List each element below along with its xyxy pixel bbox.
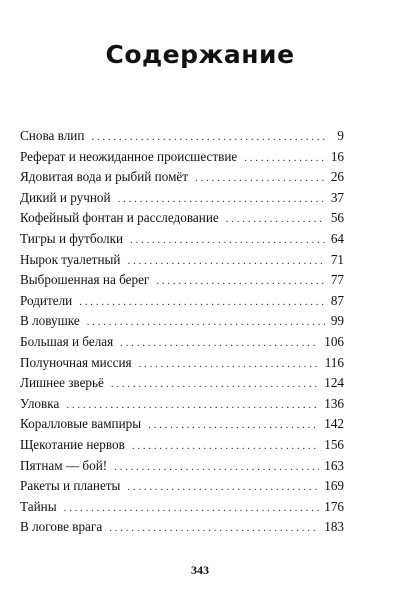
toc-entry-title: Уловка — [20, 395, 60, 411]
toc-entry-page: 9 — [337, 128, 344, 143]
dot-leader — [79, 296, 325, 308]
toc-entry-page: 106 — [324, 333, 344, 349]
toc-entry-page: 156 — [324, 436, 344, 452]
toc-entry — [20, 313, 344, 334]
dot-leader — [120, 337, 319, 349]
toc-entry — [20, 458, 344, 479]
toc-entry-page: 142 — [324, 416, 344, 432]
toc-entry-title: Полуночная миссия — [20, 354, 132, 370]
dot-leader — [109, 522, 319, 534]
toc-entry — [20, 149, 344, 170]
toc-entry-page: 64 — [330, 230, 344, 246]
toc-heading: Содержание — [105, 40, 295, 69]
toc-entry-title: Лишнее зверьё — [20, 375, 104, 391]
toc-entry-page: 56 — [330, 210, 344, 226]
toc-entry-title: Ядовитая вода и рыбий помёт — [20, 169, 189, 185]
toc-entry — [20, 231, 344, 252]
toc-entry — [20, 190, 344, 211]
dot-leader — [156, 275, 325, 287]
toc-entry-page: 37 — [330, 189, 344, 205]
toc-entry-page: 136 — [324, 395, 344, 411]
toc-entry-page: 163 — [324, 457, 344, 473]
toc-list — [20, 128, 344, 540]
toc-entry — [20, 396, 344, 417]
toc-entry-title: Реферат и неожиданное происшествие — [20, 148, 238, 164]
toc-entry-page: 124 — [324, 375, 344, 391]
toc-entry-title: Нырок туалетный — [20, 251, 121, 267]
toc-entry-page: 71 — [330, 251, 344, 267]
toc-entry-title: Пятнам — бой! — [20, 457, 108, 473]
toc-entry — [20, 252, 344, 273]
toc-entry-title: Выброшенная на берег — [20, 272, 150, 288]
toc-entry — [20, 355, 344, 376]
toc-entry-title: Большая и белая — [20, 333, 114, 349]
toc-entry-title: Снова влип — [20, 128, 85, 143]
dot-leader — [91, 131, 325, 143]
toc-entry — [20, 293, 344, 314]
page-number: 343 — [191, 563, 209, 577]
toc-entry-page: 16 — [330, 148, 344, 164]
toc-entry-title: Тигры и футболки — [20, 230, 124, 246]
dot-leader — [195, 172, 325, 184]
dot-leader — [127, 481, 319, 493]
toc-entry — [20, 169, 344, 190]
dot-leader — [111, 378, 319, 390]
toc-entry — [20, 375, 344, 396]
dot-leader — [130, 234, 325, 246]
toc-entry-page: 77 — [330, 272, 344, 288]
toc-entry — [20, 416, 344, 437]
toc-entry — [20, 272, 344, 293]
toc-entry — [20, 210, 344, 231]
toc-entry — [20, 128, 344, 149]
dot-leader — [132, 440, 319, 452]
toc-entry-title: Щекотание нервов — [20, 436, 125, 452]
toc-entry-title: В ловушке — [20, 313, 80, 329]
toc-entry — [20, 519, 344, 540]
toc-entry-page: 99 — [330, 313, 344, 329]
dot-leader — [87, 316, 325, 328]
dot-leader — [66, 399, 319, 411]
toc-entry-page: 169 — [324, 478, 344, 494]
dot-leader — [148, 419, 319, 431]
toc-entry — [20, 334, 344, 355]
dot-leader — [64, 502, 320, 514]
toc-entry-title: Дикий и ручной — [20, 189, 111, 205]
toc-entry-title: Ракеты и планеты — [20, 478, 121, 494]
toc-entry-title: В логове врага — [20, 519, 103, 535]
dot-leader — [139, 358, 320, 370]
toc-entry-page: 87 — [330, 292, 344, 308]
dot-leader — [114, 461, 319, 473]
toc-entry-title: Коралловые вампиры — [20, 416, 142, 432]
toc-entry-page: 26 — [330, 169, 344, 185]
toc-entry-title: Тайны — [20, 498, 57, 514]
toc-entry-page: 183 — [324, 519, 344, 535]
toc-entry-page: 116 — [324, 354, 344, 370]
toc-entry-page: 176 — [324, 498, 344, 514]
toc-entry — [20, 478, 344, 499]
toc-entry — [20, 499, 344, 520]
dot-leader — [118, 193, 325, 205]
toc-entry-title: Родители — [20, 292, 73, 308]
dot-leader — [127, 255, 325, 267]
toc-entry-title: Кофейный фонтан и расследование — [20, 210, 219, 226]
toc-entry — [20, 437, 344, 458]
dot-leader — [244, 152, 325, 164]
dot-leader — [226, 213, 325, 225]
